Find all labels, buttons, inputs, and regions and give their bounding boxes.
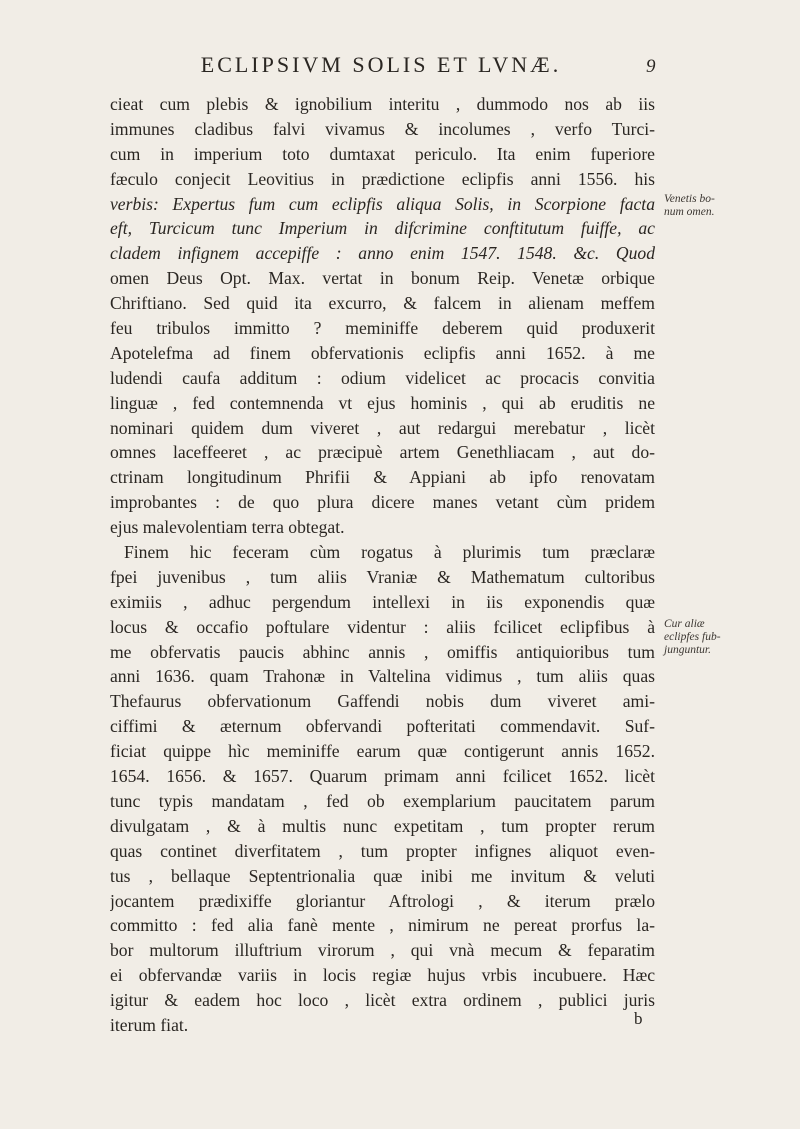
text-line: fpei juvenibus , tum aliis Vraniæ & Mathematum cultoribus — [110, 566, 655, 587]
text-line: feu tribulos immitto ? meminiffe deberem quid produxerit — [110, 318, 655, 339]
text-line: improbantes : de quo plura dicere manes vetant cùm pridem — [110, 492, 655, 513]
catchword: b — [634, 1009, 643, 1028]
text-line: jocantem prædixiffe gloriantur Aftrologi , & iterum prælo — [110, 890, 655, 911]
text-line: Chriftiano. Sed quid ita excurro, & falcem in alienam meffem — [110, 293, 655, 314]
running-head: ECLIPSIVM SOLIS ET LVNÆ. — [200, 52, 562, 77]
marginal-note — [664, 618, 721, 657]
text-line: linguæ , fed contemnenda vt ejus hominis , qui ab eruditis ne — [110, 392, 655, 413]
text-line: Apotelefma ad finem obfervationis eclipfis anni 1652. à me — [110, 342, 655, 363]
text-line: Thefaurus obfervationum Gaffendi nobis dum viveret ami- — [110, 691, 655, 712]
marginal-note-line: num omen. — [664, 206, 715, 218]
text-line: me obfervatis paucis abhinc annis , omiffis antiquioribus tum — [110, 641, 655, 662]
text-line: fæculo conjecit Leovitius in prædictione eclipfis anni 1556. his — [110, 168, 655, 189]
text-line: igitur & eadem hoc loco , licèt extra ordinem , publici juris — [110, 990, 655, 1011]
body-text — [110, 92, 655, 1038]
text-line: ciffimi & æternum obfervandi pofteritati commendavit. Suf- — [110, 716, 655, 737]
text-line: ficiat quippe hìc meminiffe earum quæ contigerunt annis 1652. — [110, 741, 655, 762]
text-line: immunes cladibus falvi vivamus & incolumes , verfo Turci- — [110, 118, 655, 139]
text-line: ei obfervandæ variis in locis regiæ hujus vrbis incubuere. Hæc — [110, 965, 655, 986]
text-line: cladem infignem accepiffe : anno enim 1547. 1548. &c. Quod — [110, 243, 655, 264]
text-line: 1654. 1656. & 1657. Quarum primam anni fcilicet 1652. licèt — [110, 766, 655, 787]
text-line: ejus malevolentiam terra obtegat. — [110, 517, 345, 538]
text-line: locus & occafio poftulare videntur : aliis fcilicet eclipfibus à — [110, 616, 655, 637]
marginal-note-line: junguntur. — [664, 644, 711, 656]
marginal-note-line: Cur aliæ — [664, 618, 705, 630]
text-line: tunc typis mandatam , fed ob exemplarium paucitatem parum — [110, 790, 655, 811]
marginal-note-line: eclipfes fub- — [664, 631, 721, 643]
page-number: 9 — [646, 56, 656, 77]
text-line: bor multorum illuftrium virorum , qui vnà mecum & feparatim — [110, 940, 655, 961]
text-line: omen Deus Opt. Max. vertat in bonum Reip. Venetæ orbique — [110, 268, 655, 289]
marginal-note — [664, 193, 715, 219]
text-line: committo : fed alia fanè mente , nimirum ne pereat prorfus la- — [110, 915, 655, 936]
text-line: verbis: Expertus fum cum eclipfis aliqua Solis, in Scorpione facta — [110, 193, 655, 214]
text-line: cieat cum plebis & ignobilium interitu , dummodo nos ab iis — [110, 94, 655, 114]
text-line: divulgatam , & à multis nunc expetitam , tum propter rerum — [110, 815, 655, 836]
text-line: Finem hic feceram cùm rogatus à plurimis tum præclaræ — [124, 542, 655, 563]
text-line: nominari quidem dum viveret , aut redargui merebatur , licèt — [110, 417, 655, 438]
text-line: quas continet diverfitatem , tum propter infignes aliquot even- — [110, 840, 655, 861]
text-line: iterum fiat. — [110, 1014, 189, 1035]
text-line: eft, Turcicum tunc Imperium in difcrimine conftitutum fuiffe, ac — [110, 218, 655, 239]
text-line: cum in imperium toto dumtaxat periculo. Ita enim fuperiore — [110, 143, 655, 164]
text-line: ludendi caufa additum : odium videlicet ac procacis convitia — [110, 367, 655, 388]
marginal-note-line: Venetis bo- — [664, 193, 715, 205]
text-line: eximiis , adhuc pergendum intellexi in iis exponendis quæ — [110, 591, 655, 612]
text-line: tus , bellaque Septentrionalia quæ inibi me invitum & veluti — [110, 865, 655, 886]
text-line: omnes laceffeeret , ac præcipuè artem Genethliacam , aut do- — [110, 442, 655, 463]
text-line: ctrinam longitudinum Phrifii & Appiani ab ipfo renovatam — [110, 467, 655, 488]
text-line: anni 1636. quam Trahonæ in Valtelina vidimus , tum aliis quas — [110, 666, 655, 687]
